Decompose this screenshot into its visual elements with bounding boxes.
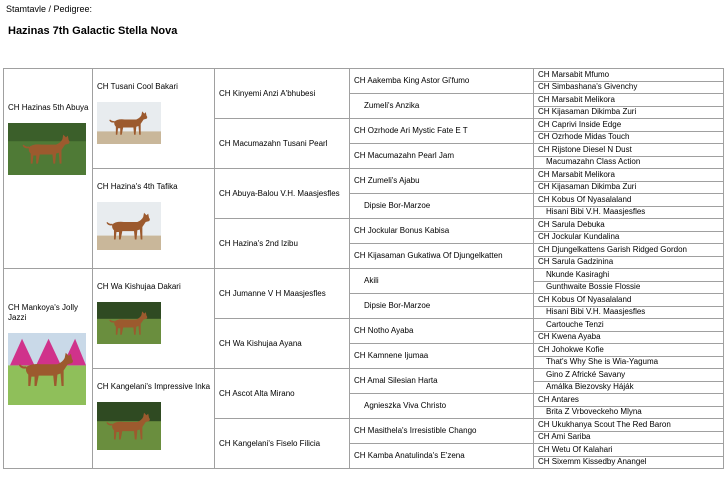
pedigree-row [4,69,724,82]
header-label: Stamtavle / Pedigree: [6,4,93,14]
pedigree-cell-gen5 [534,94,724,107]
pedigree-cell-gen5 [534,131,724,144]
dog-name: CH Abuya-Balou V.H. Maasjesfles [219,188,340,198]
dog-name: CH Kijasaman Dikimba Zuri [538,182,637,192]
dog-name: Zumeli's Anzika [364,101,420,110]
dog-name: Cartouche Tenzi [546,319,604,329]
dog-name: CH Notho Ayaba [354,326,414,335]
pedigree-cell-gen5 [534,281,724,294]
dog-name: CH Simbashana's Givenchy [538,82,638,92]
pedigree-cell-gen5 [534,106,724,119]
pedigree-cell-gen5 [534,181,724,194]
pedigree-row [4,169,724,182]
dog-name: CH Sarula Gadzinina [538,257,614,267]
pedigree-cell-gen5 [534,81,724,94]
dog-name: CH Hazina's 2nd Izibu [219,238,298,248]
dog-photo [8,333,86,405]
pedigree-cell-gen5 [534,69,724,82]
pedigree-cell-gen5 [534,419,724,432]
pedigree-cell-gen4 [350,144,534,169]
pedigree-table [3,68,724,469]
dog-name: CH Marsabit Mfumo [538,69,610,79]
pedigree-cell-gen3 [215,69,350,119]
dog-name: CH Hazina's 4th Tafika [97,182,178,191]
pedigree-cell-gen4 [350,419,534,444]
pedigree-cell-gen4 [350,94,534,119]
pedigree-cell-gen4 [350,219,534,244]
dog-photo [97,402,161,450]
pedigree-cell-gen5 [534,381,724,394]
pedigree-cell-gen4 [350,194,534,219]
dog-name: CH Macumazahn Tusani Pearl [219,138,328,148]
pedigree-cell-gen4 [350,394,534,419]
pedigree-cell-gen4 [350,169,534,194]
pedigree-cell-gen5 [534,269,724,282]
dog-name: Dipsie Bor-Marzoe [364,301,431,310]
pedigree-cell-gen4 [350,269,534,294]
dog-name: CH Ukukhanya Scout The Red Baron [538,419,671,429]
dog-name: CH Kobus Of Nyasalaland [538,294,632,304]
dog-name: CH Kijasaman Dikimba Zuri [538,107,637,117]
pedigree-cell-gen1 [4,69,93,269]
dog-name: CH Rijstone Diesel N Dust [538,144,632,154]
pedigree-cell-gen4 [350,69,534,94]
pedigree-cell-gen2 [93,69,215,169]
pedigree-cell-gen2 [93,269,215,369]
dog-name: Hisani Bibi V.H. Maasjesfles [546,307,646,317]
pedigree-cell-gen4 [350,244,534,269]
dog-name: CH Sarula Debuka [538,219,605,229]
pedigree-cell-gen5 [534,194,724,207]
dog-name: CH Marsabit Melikora [538,169,615,179]
dog-name: Hisani Bibi V.H. Maasjesfles [546,207,646,217]
dog-name: CH Jumanne V H Maasjesfles [219,288,326,298]
pedigree-cell-gen5 [534,431,724,444]
dog-name: Akili [364,276,379,285]
pedigree-cell-gen5 [534,156,724,169]
pedigree-cell-gen5 [534,206,724,219]
pedigree-cell-gen4 [350,319,534,344]
pedigree-cell-gen5 [534,244,724,257]
dog-name: CH Wa Kishujaa Dakari [97,282,181,291]
dog-name: CH Jockular Kundalina [538,232,620,242]
dog-name: CH Zumeli's Ajabu [354,176,420,185]
dog-name: CH Aakemba King Astor Gi'fumo [354,76,470,85]
pedigree-cell-gen5 [534,294,724,307]
dog-name: CH Marsabit Melikora [538,94,615,104]
pedigree-cell-gen5 [534,306,724,319]
pedigree-cell-gen5 [534,444,724,457]
page-title: Hazinas 7th Galactic Stella Nova [8,25,178,37]
pedigree-cell-gen4 [350,369,534,394]
pedigree-cell-gen5 [534,319,724,332]
pedigree-cell-gen5 [534,456,724,469]
dog-photo [97,102,161,144]
dog-name: That's Why She is Wia-Yaguma [546,357,659,367]
pedigree-cell-gen5 [534,331,724,344]
dog-photo [8,123,86,175]
dog-name: CH Wetu Of Kalahari [538,444,613,454]
dog-name: Gunthwaite Bossie Flossie [546,282,641,292]
dog-name: Amálka Biezovsky Háják [546,382,634,392]
pedigree-row [4,269,724,282]
pedigree-cell-gen5 [534,231,724,244]
pedigree-cell-gen5 [534,119,724,132]
dog-name: Brita Z Vrboveckeho Mlyna [546,407,642,417]
dog-photo [97,302,161,344]
dog-name: CH Hazinas 5th Abuya [8,103,89,112]
pedigree-cell-gen5 [534,169,724,182]
dog-name: Macumazahn Class Action [546,157,641,167]
pedigree-cell-gen5 [534,394,724,407]
dog-name: Nkunde Kasiraghi [546,269,610,279]
dog-name: Dipsie Bor-Marzoe [364,201,431,210]
pedigree-cell-gen5 [534,144,724,157]
dog-name: CH Kinyemi Anzi A'bhubesi [219,88,316,98]
dog-name: CH Ozrhode Ari Mystic Fate E T [354,126,468,135]
dog-name: CH Mankoya's Jolly Jazzi [8,303,78,322]
dog-name: CH Wa Kishujaa Ayana [219,338,302,348]
pedigree-cell-gen5 [534,369,724,382]
dog-name: CH Kijasaman Gukatiwa Of Djungelkatten [354,251,503,260]
dog-name: CH Ascot Alta Mirano [219,388,295,398]
pedigree-cell-gen5 [534,219,724,232]
dog-name: CH Amal Silesian Harta [354,376,438,385]
dog-name: CH Kangelani's Impressive Inka [97,382,211,391]
pedigree-row [4,369,724,382]
dog-name: CH Tusani Cool Bakari [97,82,178,91]
pedigree-cell-gen2 [93,369,215,469]
pedigree-cell-gen5 [534,356,724,369]
pedigree-cell-gen3 [215,319,350,369]
pedigree-cell-gen5 [534,406,724,419]
dog-name: CH Masithela's Irresistible Chango [354,426,477,435]
pedigree-cell-gen3 [215,169,350,219]
dog-name: CH Johokwe Kofie [538,344,604,354]
dog-name: CH Antares [538,394,579,404]
dog-name: CH Macumazahn Pearl Jam [354,151,455,160]
dog-name: CH Kangelani's Fiselo Filicia [219,438,321,448]
pedigree-cell-gen4 [350,444,534,469]
dog-name: Gino Z Africké Savany [546,369,626,379]
dog-name: CH Ami Sariba [538,432,591,442]
dog-name: Agnieszka Viva Christo [364,401,447,410]
pedigree-cell-gen4 [350,294,534,319]
pedigree-cell-gen3 [215,369,350,419]
dog-name: CH Caprivi Inside Edge [538,119,622,129]
pedigree-cell-gen1 [4,269,93,469]
dog-photo [97,202,161,250]
pedigree-cell-gen5 [534,256,724,269]
pedigree-cell-gen3 [215,269,350,319]
dog-name: CH Kwena Ayaba [538,332,601,342]
pedigree-cell-gen4 [350,119,534,144]
pedigree-cell-gen5 [534,344,724,357]
pedigree-cell-gen3 [215,419,350,469]
dog-name: CH Jockular Bonus Kabisa [354,226,450,235]
dog-name: CH Kamba Anatulinda's E'zena [354,451,465,460]
pedigree-cell-gen3 [215,219,350,269]
dog-name: CH Kobus Of Nyasalaland [538,194,632,204]
pedigree-cell-gen4 [350,344,534,369]
pedigree-cell-gen2 [93,169,215,269]
dog-name: CH Djungelkattens Garish Ridged Gordon [538,244,687,254]
pedigree-cell-gen3 [215,119,350,169]
dog-name: CH Sixemm Kissedby Anangel [538,457,647,467]
dog-name: CH Ozrhode Midas Touch [538,132,630,142]
dog-name: CH Kamnene Ijumaa [354,351,429,360]
